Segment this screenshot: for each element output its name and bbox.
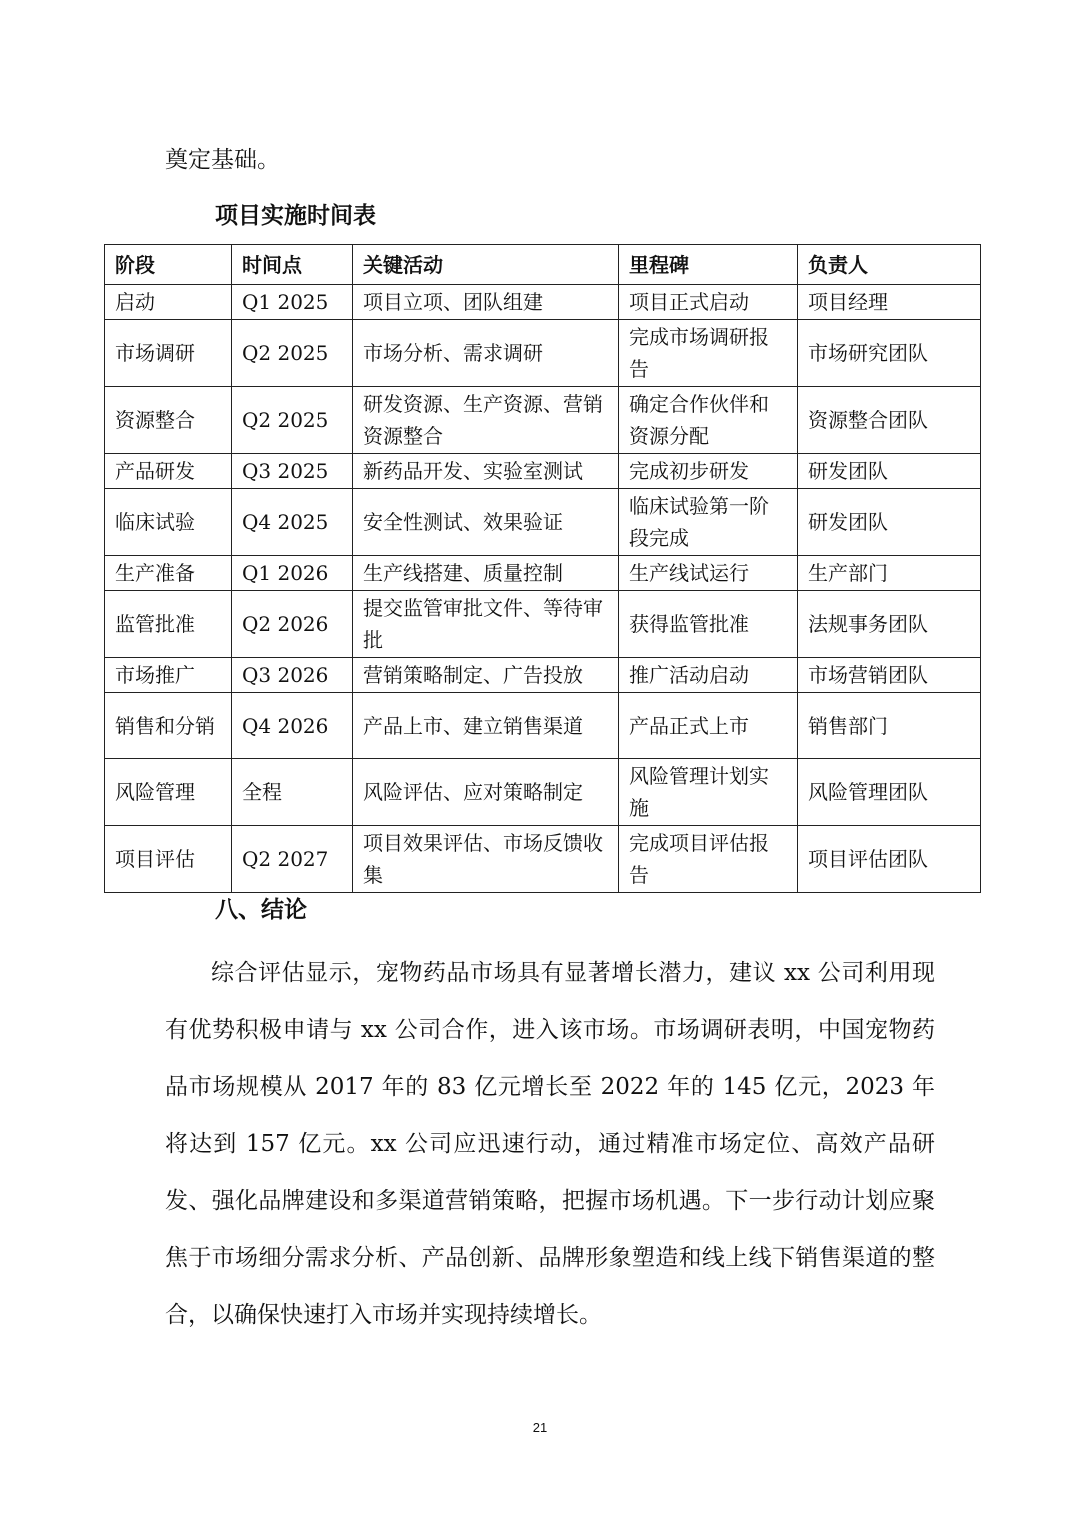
cell-time: Q2 2027	[232, 826, 353, 893]
cell-time: Q3 2025	[232, 454, 353, 489]
cell-milestone: 完成项目评估报告	[619, 826, 798, 893]
cell-stage: 项目评估	[105, 826, 232, 893]
cell-milestone: 产品正式上市	[619, 693, 798, 759]
table-row	[105, 387, 981, 454]
header-owner: 负责人	[798, 245, 981, 285]
cell-stage: 生产准备	[105, 556, 232, 591]
cell-owner: 风险管理团队	[798, 759, 981, 826]
cell-activities: 新药品开发、实验室测试	[353, 454, 619, 489]
cell-milestone: 获得监管批准	[619, 591, 798, 658]
carry-over-text: 奠定基础。	[165, 147, 280, 173]
cell-owner: 销售部门	[798, 693, 981, 759]
cell-activities: 市场分析、需求调研	[353, 320, 619, 387]
cell-stage: 监管批准	[105, 591, 232, 658]
table-header-row	[105, 245, 981, 285]
cell-time: Q3 2026	[232, 658, 353, 693]
table-row	[105, 454, 981, 489]
cell-activities: 安全性测试、效果验证	[353, 489, 619, 556]
cell-stage: 市场推广	[105, 658, 232, 693]
cell-activities: 项目立项、团队组建	[353, 285, 619, 320]
cell-activities: 生产线搭建、质量控制	[353, 556, 619, 591]
cell-activities: 产品上市、建立销售渠道	[353, 693, 619, 759]
cell-milestone: 完成市场调研报告	[619, 320, 798, 387]
cell-milestone: 确定合作伙伴和资源分配	[619, 387, 798, 454]
cell-milestone: 推广活动启动	[619, 658, 798, 693]
page-number: 21	[532, 1420, 548, 1435]
cell-stage: 启动	[105, 285, 232, 320]
cell-stage: 销售和分销	[105, 693, 232, 759]
section-heading: 八、结论	[215, 896, 307, 923]
header-stage: 阶段	[105, 245, 232, 285]
cell-owner: 法规事务团队	[798, 591, 981, 658]
cell-owner: 资源整合团队	[798, 387, 981, 454]
table-row	[105, 826, 981, 893]
cell-stage: 风险管理	[105, 759, 232, 826]
table-row	[105, 320, 981, 387]
cell-time: Q1 2026	[232, 556, 353, 591]
cell-owner: 研发团队	[798, 454, 981, 489]
schedule-table	[104, 244, 981, 893]
cell-time: Q4 2025	[232, 489, 353, 556]
header-milestone: 里程碑	[619, 245, 798, 285]
cell-milestone: 风险管理计划实施	[619, 759, 798, 826]
cell-owner: 生产部门	[798, 556, 981, 591]
table-row	[105, 489, 981, 556]
cell-time: Q2 2025	[232, 320, 353, 387]
cell-milestone: 完成初步研发	[619, 454, 798, 489]
cell-milestone: 生产线试运行	[619, 556, 798, 591]
cell-activities: 提交监管审批文件、等待审批	[353, 591, 619, 658]
cell-owner: 项目经理	[798, 285, 981, 320]
cell-stage: 市场调研	[105, 320, 232, 387]
cell-milestone: 项目正式启动	[619, 285, 798, 320]
cell-owner: 项目评估团队	[798, 826, 981, 893]
table-row	[105, 759, 981, 826]
cell-time: Q2 2026	[232, 591, 353, 658]
cell-owner: 市场营销团队	[798, 658, 981, 693]
cell-time: Q2 2025	[232, 387, 353, 454]
header-time: 时间点	[232, 245, 353, 285]
table-row	[105, 556, 981, 591]
table-row	[105, 658, 981, 693]
cell-time: Q4 2026	[232, 693, 353, 759]
cell-time: 全程	[232, 759, 353, 826]
header-activities: 关键活动	[353, 245, 619, 285]
cell-activities: 营销策略制定、广告投放	[353, 658, 619, 693]
cell-stage: 临床试验	[105, 489, 232, 556]
cell-owner: 研发团队	[798, 489, 981, 556]
table-row	[105, 285, 981, 320]
table-title: 项目实施时间表	[215, 202, 376, 229]
table-row	[105, 693, 981, 759]
cell-activities: 项目效果评估、市场反馈收集	[353, 826, 619, 893]
cell-activities: 研发资源、生产资源、营销资源整合	[353, 387, 619, 454]
cell-activities: 风险评估、应对策略制定	[353, 759, 619, 826]
cell-owner: 市场研究团队	[798, 320, 981, 387]
cell-milestone: 临床试验第一阶段完成	[619, 489, 798, 556]
cell-time: Q1 2025	[232, 285, 353, 320]
cell-stage: 资源整合	[105, 387, 232, 454]
table-row	[105, 591, 981, 658]
cell-stage: 产品研发	[105, 454, 232, 489]
conclusion-paragraph: 综合评估显示，宠物药品市场具有显著增长潜力，建议 xx 公司利用现有优势积极申请与 xx 公司合作，进入该市场。市场调研表明，中国宠物药品市场规模从 2017 年的 83 亿元增长至 2022 年的 145 亿元，2023 年将达到 157 亿元。xx 公司应迅速行动，通过精准市场定位、高效产品研发、强化品牌建设和多渠道营销策略，把握市场机遇。下一步行动计划应聚焦于市场细分需求分析、产品创新、品牌形象塑造和线上线下销售渠道的整合，以确保快速打入市场并实现持续增长。	[165, 960, 935, 1328]
